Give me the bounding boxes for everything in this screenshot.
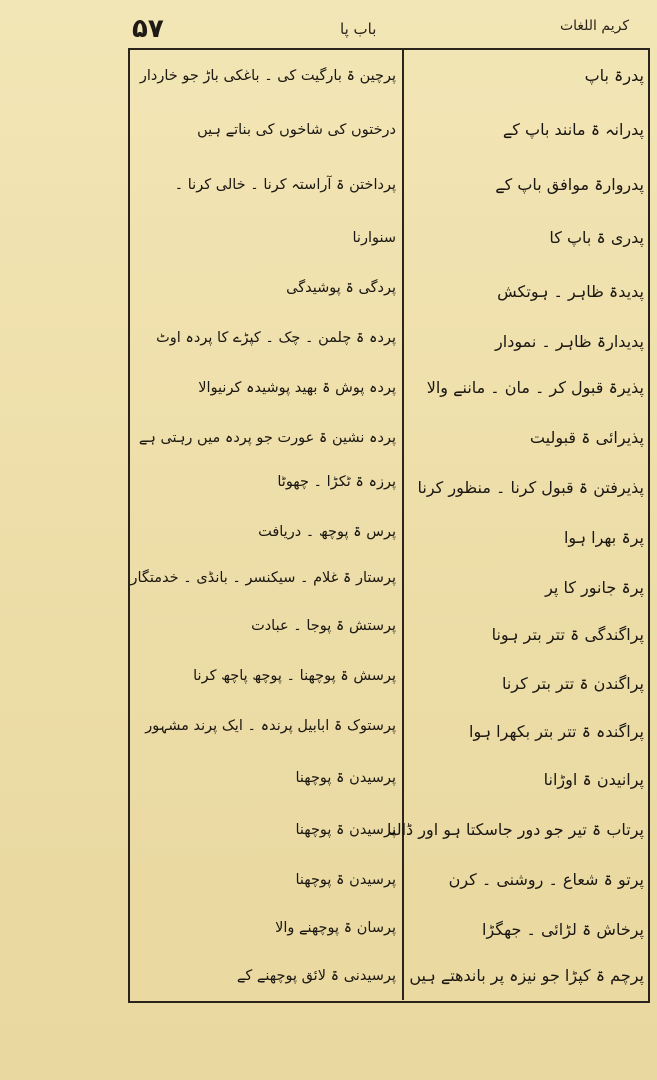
dictionary-entry: پرانیدن ۃ اوڑانا [543, 770, 644, 789]
dictionary-entry: پرۃ بھرا ہوا [563, 528, 644, 547]
dictionary-entry: پردگی ۃ پوشیدگی [286, 280, 396, 296]
dictionary-entry: پرچین ۃ بارگیت کی ۔ باغکی باڑ جو خاردار [139, 68, 396, 84]
column-divider [402, 50, 404, 1000]
book-title: کریم اللغات [559, 18, 629, 34]
dictionary-entry: پدیدۃ ظاہر ۔ ہوتکش [497, 282, 644, 301]
dictionary-entry: پرخاش ۃ لڑائی ۔ جھگڑا [482, 920, 644, 939]
dictionary-entry: پرستار ۃ غلام ۔ سیکنسر ۔ بانڈی ۔ خدمتگار [130, 570, 396, 586]
dictionary-entry: پذیرۃ قبول کر ۔ مان ۔ ماننے والا [426, 378, 644, 397]
dictionary-entry: پرسش ۃ پوچھنا ۔ پوچھ پاچھ کرنا [193, 668, 396, 684]
page-number: ۵۷ [132, 14, 164, 44]
dictionary-entry: پرسیدن ۃ پوچھنا [295, 770, 396, 786]
dictionary-entry: پدری ۃ باپ کا [549, 228, 644, 247]
dictionary-entry: پراگندگی ۃ تتر بتر ہونا [491, 625, 644, 644]
dictionary-entry: پرسان ۃ پوچھنے والا [275, 920, 396, 936]
dictionary-entry: پراگندن ۃ تتر بتر کرنا [501, 674, 644, 693]
dictionary-entry: پردہ نشین ۃ عورت جو پردہ میں رہتی ہے [138, 430, 396, 446]
dictionary-entry: سنوارنا [352, 230, 396, 246]
dictionary-entry: پردہ ۃ چلمن ۔ چک ۔ کپڑے کا پردہ اوٹ [156, 330, 396, 346]
dictionary-entry: پرسیدن ۃ پوچھنا [295, 872, 396, 888]
dictionary-entry: پدرانہ ۃ مانند باپ کے [502, 120, 644, 139]
dictionary-entry: درختوں کی شاخوں کی بناتے ہیں [197, 122, 396, 138]
dictionary-entry: پرۃ جانور کا پر [545, 578, 644, 597]
dictionary-entry: پرزہ ۃ ٹکڑا ۔ چھوٹا [277, 474, 396, 490]
dictionary-entry: پدروارۃ موافق باپ کے [495, 175, 644, 194]
dictionary-entry: پرستش ۃ پوجا ۔ عبادت [251, 618, 396, 634]
dictionary-entry: پردہ پوش ۃ بھید پوشیدہ کرنیوالا [198, 380, 396, 396]
dictionary-entry: پرسیدنی ۃ لائق پوچھنے کے [236, 968, 396, 984]
dictionary-entry: پرتاب ۃ تیر جو دور جاسکتا ہو اور ڈالنا [387, 820, 644, 839]
dictionary-entry: پرداختن ۃ آراستہ کرنا ۔ خالی کرنا ۔ [174, 177, 396, 193]
dictionary-entry: پرس ۃ پوچھ ۔ دریافت [258, 524, 396, 540]
dictionary-entry: پرسیدن ۃ پوچھنا [295, 822, 396, 838]
dictionary-entry: پذیرفتن ۃ قبول کرنا ۔ منظور کرنا [417, 478, 644, 497]
page-header [0, 0, 657, 48]
dictionary-entry: پرستوک ۃ ابابیل پرندہ ۔ ایک پرند مشہور [145, 718, 396, 734]
dictionary-entry: پذیرائی ۃ قبولیت [529, 428, 644, 447]
dictionary-entry: پراگندہ ۃ تتر بتر بکھرا ہوا [469, 722, 644, 741]
dictionary-entry: پدیدارۃ ظاہر ۔ نمودار [495, 332, 644, 351]
section-title: باب پا [340, 20, 377, 38]
dictionary-entry: پرچم ۃ کپڑا جو نیزہ پر باندھتے ہیں [409, 966, 644, 985]
dictionary-entry: پرتو ۃ شعاع ۔ روشنی ۔ کرن [448, 870, 644, 889]
dictionary-entry: پدرۃ باپ [584, 66, 644, 85]
